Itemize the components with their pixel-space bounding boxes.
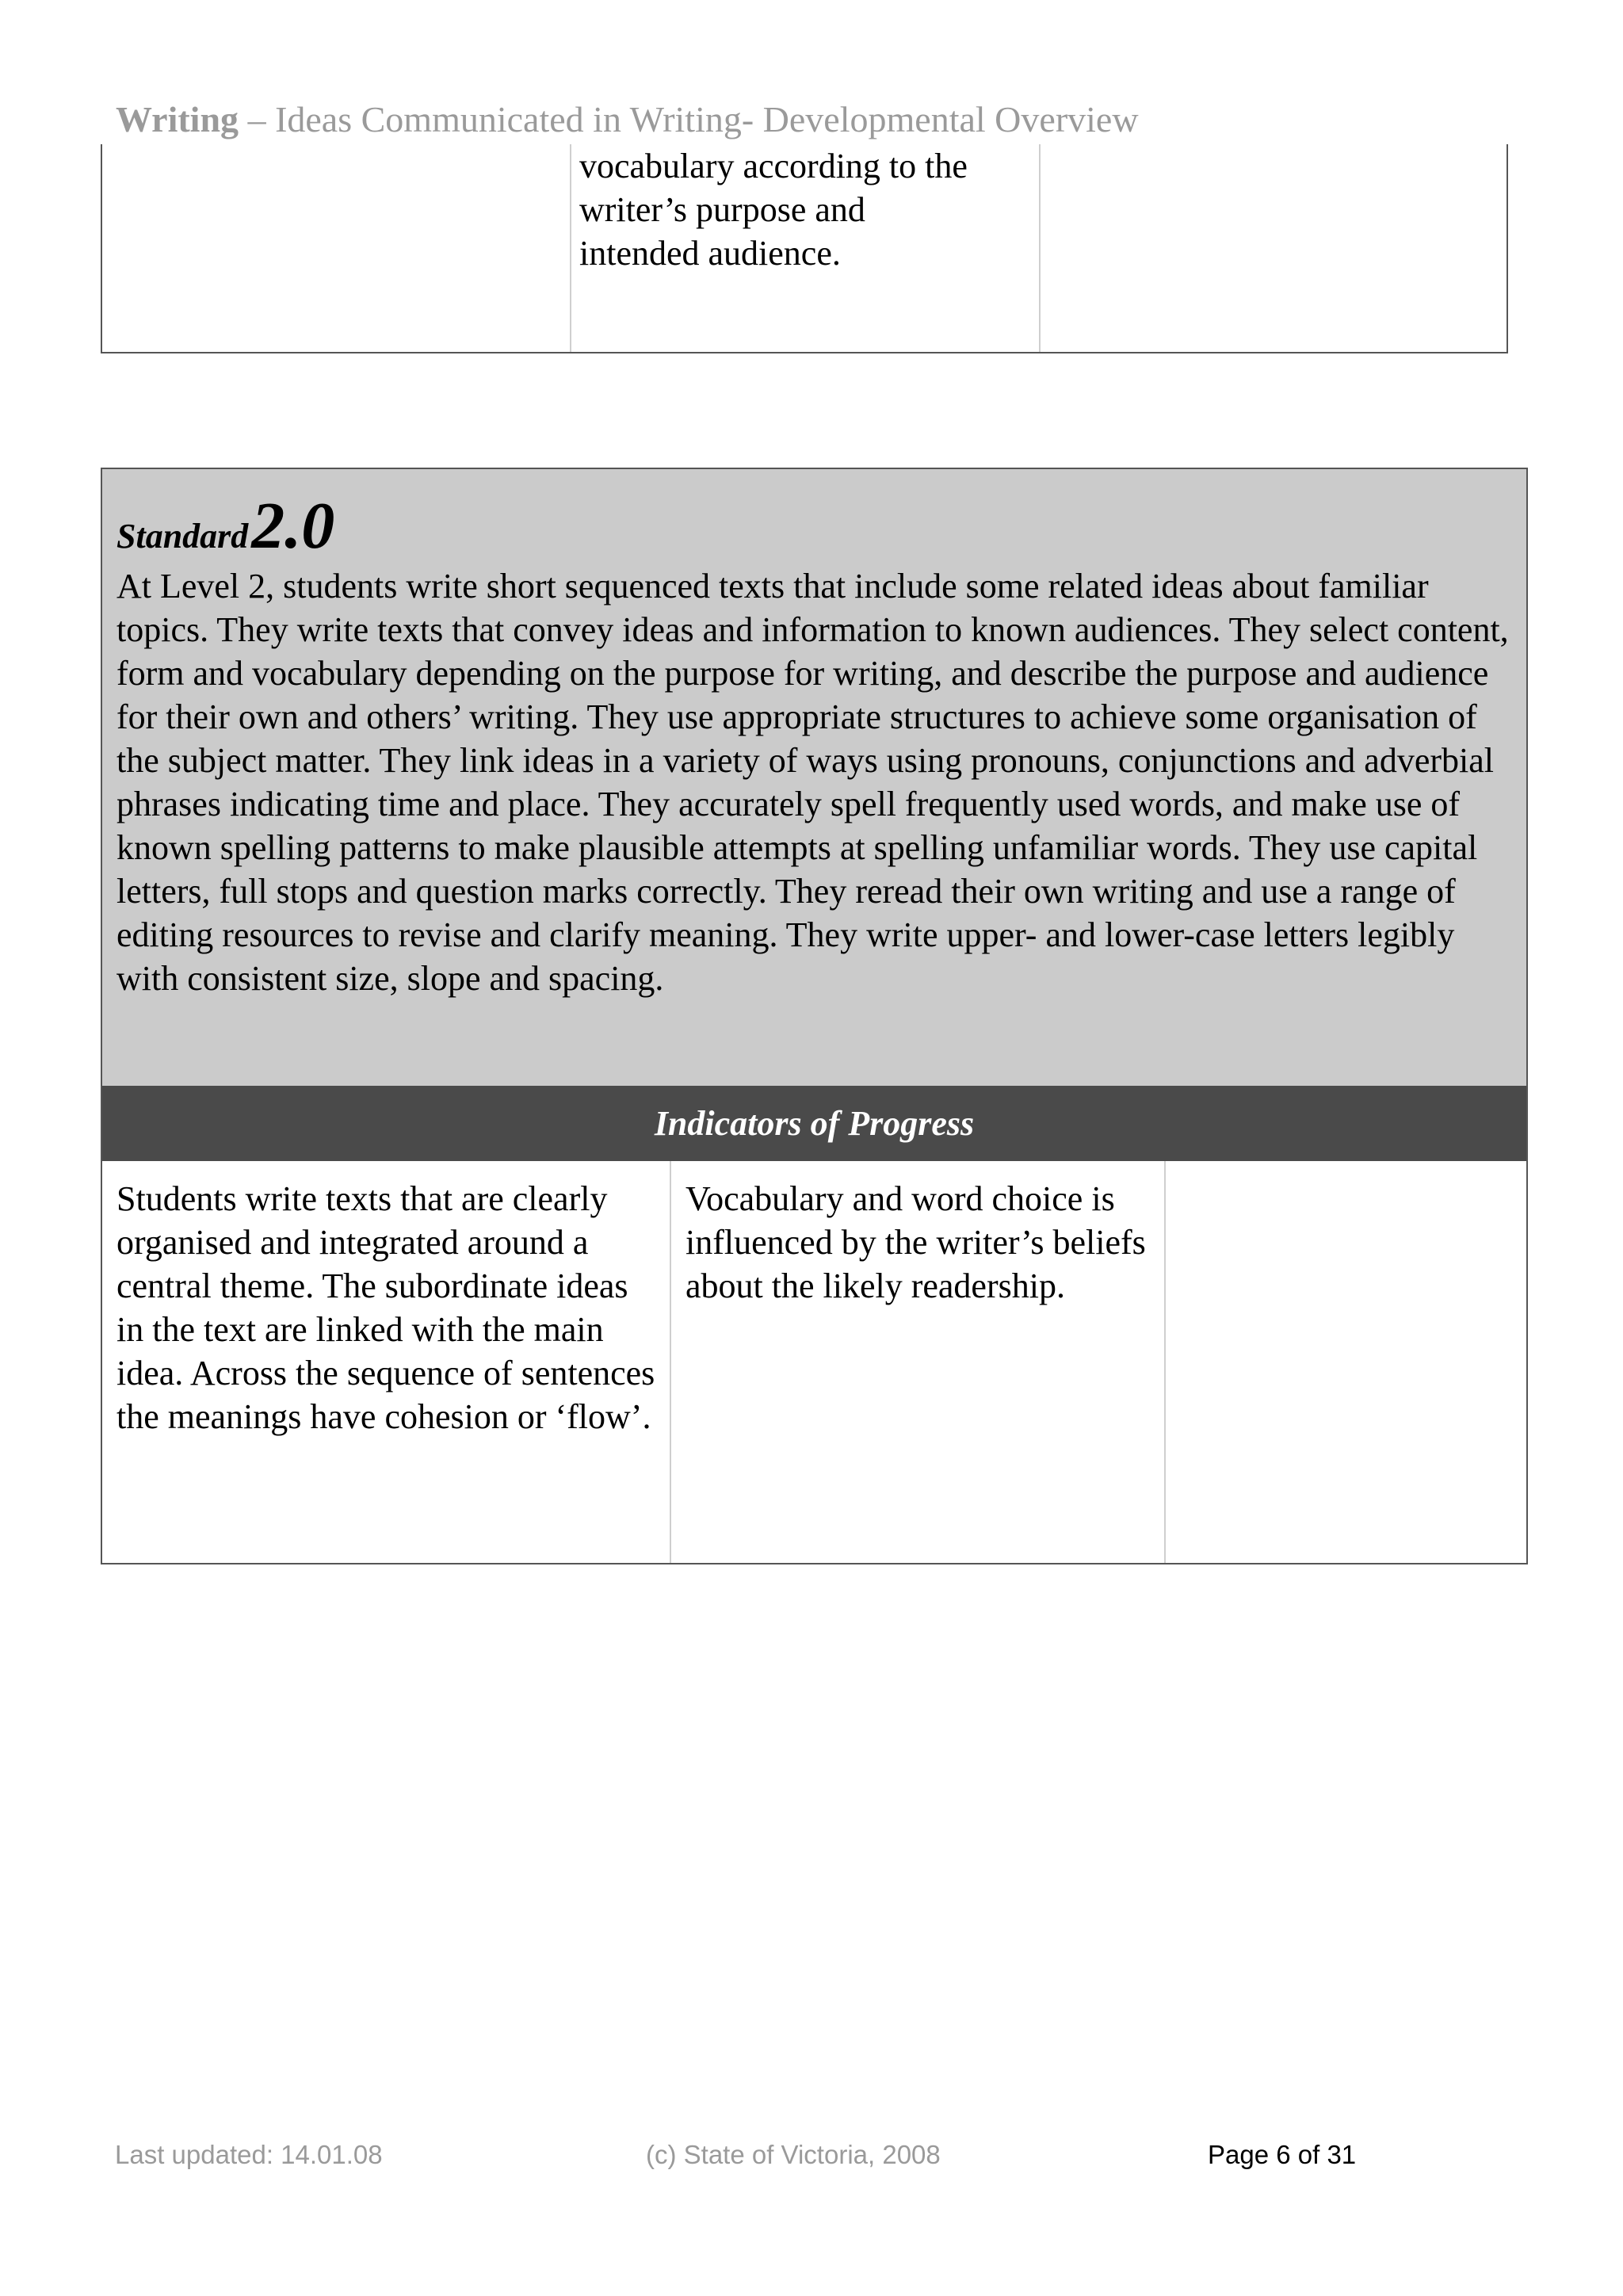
footer-last-updated: Last updated: 14.01.08 xyxy=(115,2140,383,2169)
indicator-text-2: Vocabulary and word choice is influenced by the writer’s beliefs about the likely readership. xyxy=(685,1179,1146,1305)
indicator-cell-3 xyxy=(1166,1161,1526,1563)
standard-header xyxy=(102,469,1526,1086)
header-title: – Ideas Communicated in Writing- Developmental Overview xyxy=(239,99,1139,139)
footer-page-number: Page 6 of 31 xyxy=(1208,2140,1357,2169)
indicators-row xyxy=(102,1161,1526,1563)
continued-table-cell-1 xyxy=(102,144,571,352)
standard-number: 2.0 xyxy=(251,489,335,563)
indicator-cell-1 xyxy=(102,1161,671,1563)
page-header xyxy=(116,98,1139,140)
indicator-text-1: Students write texts that are clearly organised and integrated around a central theme. The subordinate ideas in the text are linked with the main idea. Across the sequence of sentences the meanings have cohesion or ‘flow’. xyxy=(116,1179,655,1436)
indicators-heading: Indicators of Progress xyxy=(102,1086,1526,1161)
continued-table-text: vocabulary according to the writer’s purpose and intended audience. xyxy=(579,147,968,273)
footer-copyright: (c) State of Victoria, 2008 xyxy=(646,2140,941,2169)
indicator-cell-2 xyxy=(671,1161,1166,1563)
standard-box xyxy=(101,468,1528,1564)
continued-table-cell-2 xyxy=(571,144,1041,352)
standard-title xyxy=(116,488,1512,564)
standard-word: Standard xyxy=(116,517,249,556)
header-subject: Writing xyxy=(116,99,239,139)
continued-table-cell-3 xyxy=(1041,144,1507,352)
standard-description: At Level 2, students write short sequenced texts that include some related ideas about familiar topics. They write texts that convey ideas and information to known audiences. They select content, form and vocabulary depending on the purpose for writing, and describe the purpose and audience for their own and others’ writing. They use appropriate structures to achieve some organisation of the subject matter. They link ideas in a variety of ways using pronouns, conjunctions and adverbial phrases indicating time and place. They accurately spell frequently used words, and make use of known spelling patterns to make plausible attempts at spelling unfamiliar words. They use capital letters, full stops and question marks correctly. They reread their own writing and use a range of editing resources to revise and clarify meaning. They write upper- and lower-case letters legibly with consistent size, slope and spacing. xyxy=(116,567,1509,998)
continued-table xyxy=(101,144,1508,353)
